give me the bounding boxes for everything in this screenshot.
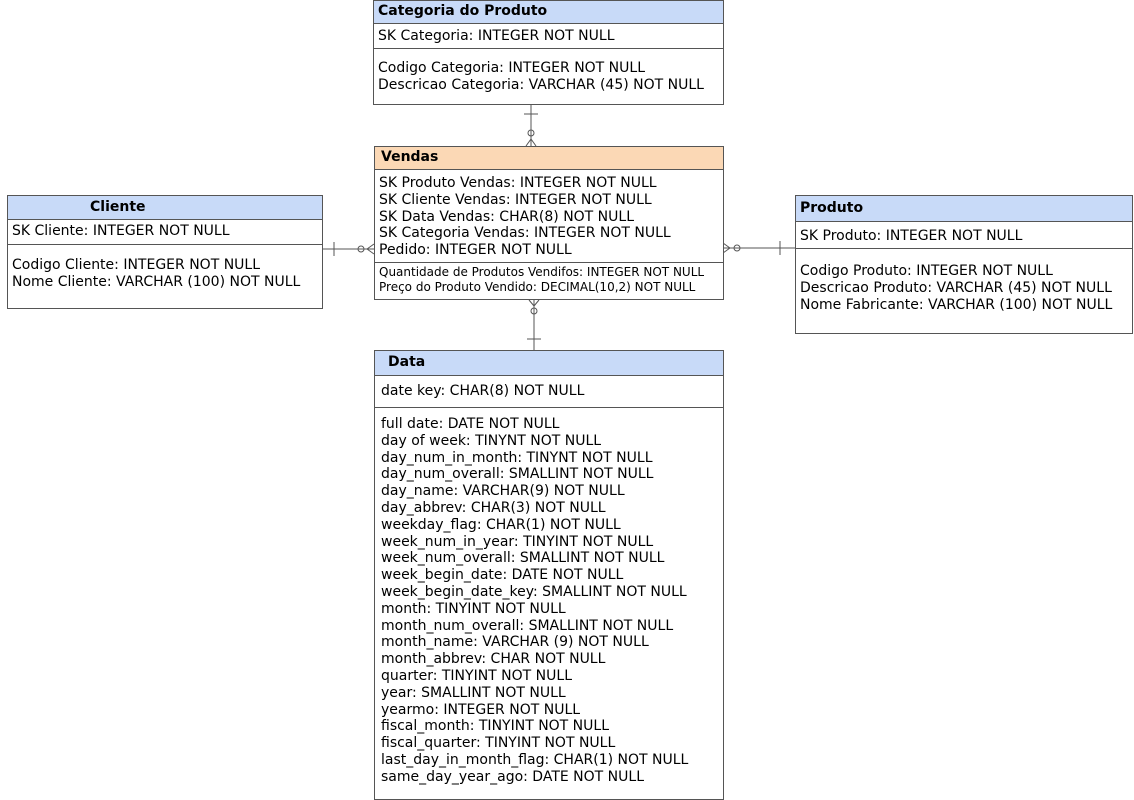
key-section [375, 170, 723, 263]
attribute-field: Codigo Categoria: INTEGER NOT NULL [378, 60, 646, 76]
attribute-section [375, 408, 723, 786]
attribute-field: day_num_in_month: TINYNT NOT NULL [381, 449, 653, 466]
key-field: SK Categoria: INTEGER NOT NULL [378, 28, 615, 44]
attribute-field: Descricao Produto: VARCHAR (45) NOT NULL [800, 279, 1112, 296]
key-field: Pedido: INTEGER NOT NULL [379, 242, 572, 259]
entity-title: Categoria do Produto [374, 1, 723, 24]
entity-cliente[interactable] [7, 195, 323, 309]
entity-title: Produto [796, 196, 1132, 222]
attribute-field: same_day_year_ago: DATE NOT NULL [381, 768, 644, 785]
key-field: SK Cliente: INTEGER NOT NULL [12, 223, 230, 239]
attribute-field: Preço do Produto Vendido: DECIMAL(10,2) NOT NULL [379, 280, 696, 294]
entity-title: Data [375, 351, 723, 376]
attribute-field: month_name: VARCHAR (9) NOT NULL [381, 634, 649, 651]
key-field: SK Categoria Vendas: INTEGER NOT NULL [379, 225, 671, 242]
attribute-field: Quantidade de Produtos Vendifos: INTEGER NOT NULL [379, 265, 705, 279]
entity-categoria-produto[interactable] [373, 0, 724, 105]
attribute-section [8, 245, 322, 291]
attribute-section [796, 249, 1132, 313]
attribute-field: last_day_in_month_flag: CHAR(1) NOT NULL [381, 751, 689, 768]
key-section [796, 222, 1132, 249]
key-section [374, 24, 723, 49]
entity-produto[interactable] [795, 195, 1133, 334]
key-field: SK Cliente Vendas: INTEGER NOT NULL [379, 191, 652, 208]
entity-data[interactable] [374, 350, 724, 800]
key-field: SK Data Vendas: CHAR(8) NOT NULL [379, 208, 635, 225]
attribute-field: month_num_overall: SMALLINT NOT NULL [381, 617, 674, 634]
attribute-field: quarter: TINYINT NOT NULL [381, 667, 572, 684]
key-section [375, 376, 723, 408]
attribute-field: month: TINYINT NOT NULL [381, 600, 566, 617]
attribute-field: Nome Fabricante: VARCHAR (100) NOT NULL [800, 296, 1113, 313]
attribute-field: week_num_overall: SMALLINT NOT NULL [381, 550, 665, 567]
attribute-field: fiscal_quarter: TINYINT NOT NULL [381, 735, 616, 752]
attribute-field: month_abbrev: CHAR NOT NULL [381, 651, 606, 668]
attribute-field: day_abbrev: CHAR(3) NOT NULL [381, 499, 606, 516]
attribute-field: yearmo: INTEGER NOT NULL [381, 701, 581, 718]
attribute-field: weekday_flag: CHAR(1) NOT NULL [381, 516, 621, 533]
attribute-field: Codigo Cliente: INTEGER NOT NULL [12, 257, 261, 273]
key-field: date key: CHAR(8) NOT NULL [381, 383, 585, 399]
attribute-field: fiscal_month: TINYINT NOT NULL [381, 718, 610, 735]
attribute-field: Descricao Categoria: VARCHAR (45) NOT NULL [378, 76, 704, 93]
attribute-field: week_begin_date: DATE NOT NULL [381, 567, 624, 584]
key-section [8, 220, 322, 245]
attribute-section [374, 49, 723, 94]
attribute-field: Codigo Produto: INTEGER NOT NULL [800, 263, 1053, 279]
attribute-section [375, 263, 723, 295]
attribute-field: full date: DATE NOT NULL [381, 416, 560, 432]
attribute-field: day_num_overall: SMALLINT NOT NULL [381, 466, 654, 483]
entity-title: Cliente [8, 196, 322, 220]
attribute-field: week_begin_date_key: SMALLINT NOT NULL [381, 583, 687, 600]
entity-vendas[interactable] [374, 146, 724, 300]
key-field: SK Produto: INTEGER NOT NULL [800, 228, 1023, 244]
key-field: SK Produto Vendas: INTEGER NOT NULL [379, 175, 657, 191]
attribute-field: week_num_in_year: TINYINT NOT NULL [381, 533, 654, 550]
attribute-field: year: SMALLINT NOT NULL [381, 684, 566, 701]
attribute-field: day_name: VARCHAR(9) NOT NULL [381, 483, 625, 500]
attribute-field: day of week: TINYNT NOT NULL [381, 432, 602, 449]
entity-title: Vendas [375, 147, 723, 170]
attribute-field: Nome Cliente: VARCHAR (100) NOT NULL [12, 273, 301, 290]
